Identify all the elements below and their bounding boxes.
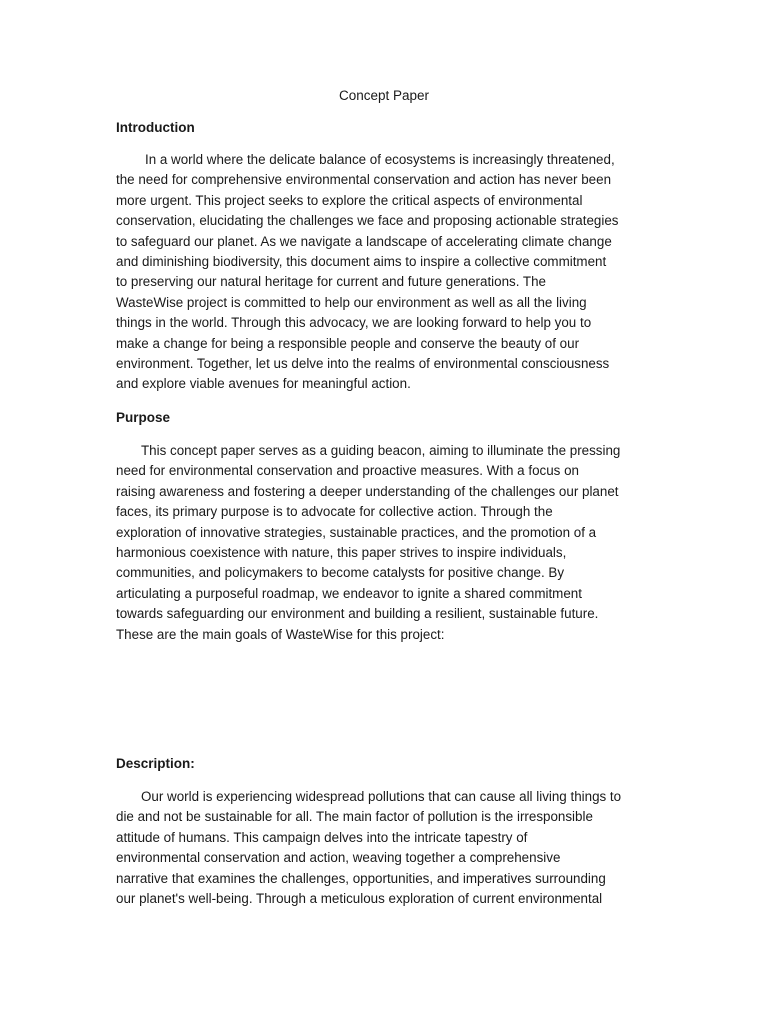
paragraph-line: WasteWise project is committed to help our environment as well as all the living	[116, 294, 587, 310]
paragraph-line: die and not be sustainable for all. The main factor of pollution is the irresponsible	[116, 809, 593, 825]
section-heading-purpose: Purpose	[116, 410, 171, 425]
paragraph-line: This concept paper serves as a guiding beacon, aiming to illuminate the pressing	[141, 443, 621, 458]
paragraph-line: and explore viable avenues for meaningful action.	[116, 376, 411, 392]
paragraph-line: make a change for being a responsible people and conserve the beauty of our	[116, 335, 580, 351]
introduction-paragraph	[116, 150, 656, 395]
paragraph-line: Our world is experiencing widespread pollutions that can cause all living things to	[141, 789, 622, 804]
paragraph-line: articulating a purposeful roadmap, we endeavor to ignite a shared commitment	[116, 585, 582, 601]
paragraph-line: the need for comprehensive environmental conservation and action has never been	[116, 172, 612, 188]
paragraph-line: These are the main goals of WasteWise for this project:	[116, 626, 445, 642]
paragraph-line: exploration of innovative strategies, sustainable practices, and the promotion of a	[116, 524, 597, 540]
section-heading-description: Description:	[116, 756, 195, 771]
paragraph-line: towards safeguarding our environment and building a resilient, sustainable future.	[116, 606, 599, 622]
paragraph-line: harmonious coexistence with nature, this paper strives to inspire individuals,	[116, 545, 567, 561]
paragraph-line: communities, and policymakers to become catalysts for positive change. By	[116, 565, 565, 581]
paragraph-line: environment. Together, let us delve into the realms of environmental consciousness	[116, 356, 610, 372]
paragraph-line: conservation, elucidating the challenges we face and proposing actionable strategies	[116, 213, 619, 229]
paragraph-line: more urgent. This project seeks to explore the critical aspects of environmental	[116, 192, 583, 208]
paragraph-line: faces, its primary purpose is to advocate for collective action. Through the	[116, 504, 553, 520]
paragraph-line: to preserving our natural heritage for current and future generations. The	[116, 274, 546, 290]
paragraph-line: raising awareness and fostering a deeper understanding of the challenges our planet	[116, 483, 619, 499]
paragraph-line: to safeguard our planet. As we navigate a landscape of accelerating climate change	[116, 233, 612, 249]
paragraph-line: narrative that examines the challenges, opportunities, and imperatives surrounding	[116, 870, 606, 886]
paragraph-line: environmental conservation and action, weaving together a comprehensive	[116, 850, 561, 866]
paragraph-line: attitude of humans. This campaign delves into the intricate tapestry of	[116, 829, 528, 845]
paragraph-line: and diminishing biodiversity, this document aims to inspire a collective commitment	[116, 254, 607, 270]
purpose-paragraph	[116, 441, 656, 645]
description-paragraph	[116, 787, 656, 909]
section-heading-introduction: Introduction	[116, 120, 195, 135]
paragraph-line: need for environmental conservation and proactive measures. With a focus on	[116, 463, 579, 479]
paragraph-line: In a world where the delicate balance of ecosystems is increasingly threatened,	[145, 152, 615, 167]
paragraph-line: our planet's well-being. Through a meticulous exploration of current environmental	[116, 891, 603, 907]
paragraph-line: things in the world. Through this advocacy, we are looking forward to help you to	[116, 315, 592, 331]
page-title: Concept Paper	[338, 88, 430, 103]
